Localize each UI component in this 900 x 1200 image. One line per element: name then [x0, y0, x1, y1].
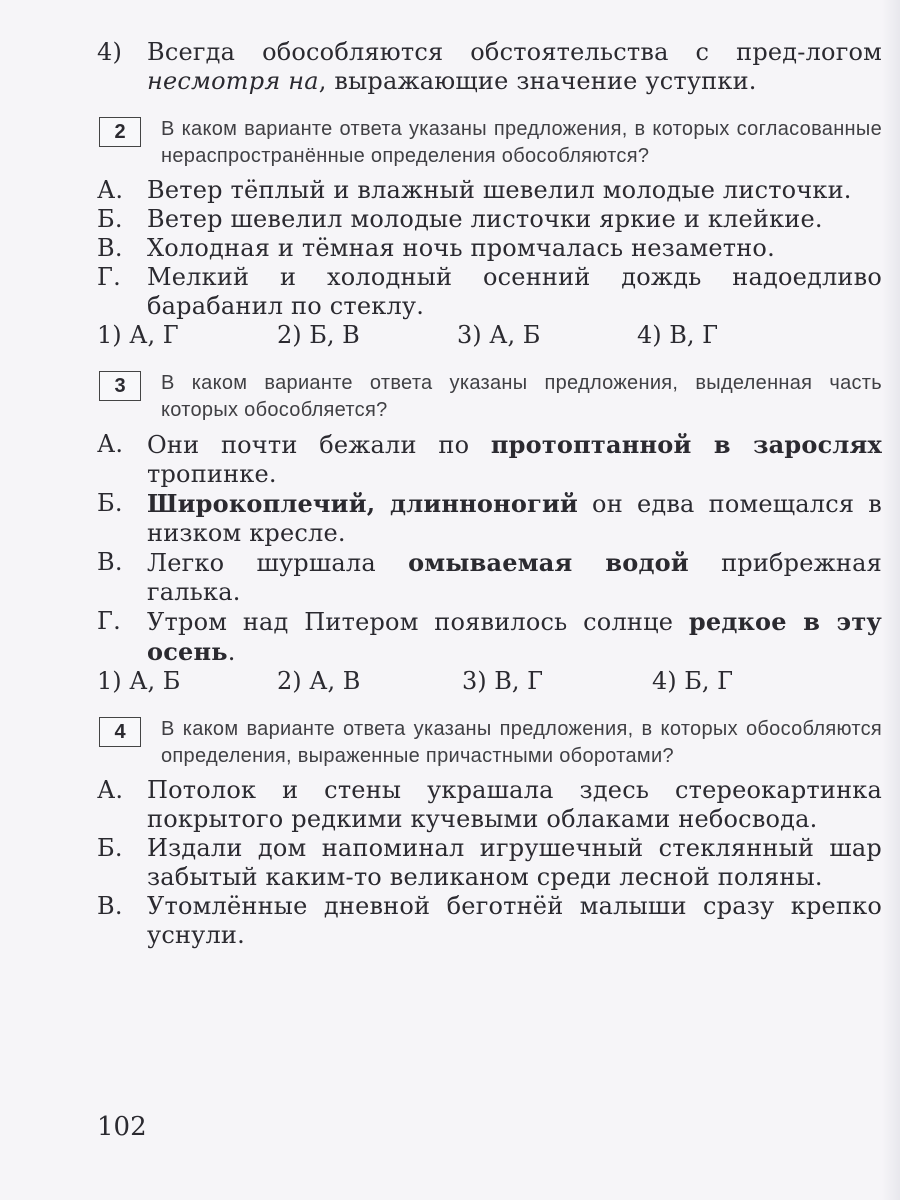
task-header [97, 116, 882, 170]
option-label: А. [97, 776, 124, 804]
answer-choices [97, 667, 882, 696]
answer-choices [97, 321, 882, 350]
task-header [97, 370, 882, 424]
option-b [97, 205, 882, 234]
page-number: 102 [97, 1112, 147, 1142]
option-text [147, 607, 882, 667]
answer-choice: 2) А, В [277, 667, 361, 695]
textbook-page [97, 38, 882, 950]
option-v [97, 548, 882, 607]
option-label: В. [97, 234, 123, 262]
option-text [147, 489, 882, 548]
option-text-highlighted: омываемая водой [408, 548, 689, 577]
answer-choice: 4) Б, Г [652, 667, 734, 695]
option-a [97, 430, 882, 489]
task-number-box: 3 [99, 371, 141, 401]
option-label: А. [97, 430, 124, 458]
option-b [97, 834, 882, 892]
option-text-plain: прибрежная галька. [147, 549, 882, 606]
rule-text-part: Всегда обособляются обстоятельства с пред-логом [147, 38, 882, 66]
option-text: Ветер тёплый и влажный шевелил молодые листочки. [147, 176, 852, 204]
option-list [97, 176, 882, 321]
answer-choice: 3) В, Г [462, 667, 544, 695]
option-text-highlighted: Широкоплечий, длинноногий [147, 489, 578, 518]
option-text-plain: тропинке. [147, 460, 277, 488]
rule-item-4 [97, 38, 882, 96]
option-text [147, 548, 882, 607]
task-number-box: 2 [99, 117, 141, 147]
option-text: Мелкий и холодный осенний дождь надоедливо барабанил по стеклу. [147, 263, 882, 320]
option-b [97, 489, 882, 548]
option-a [97, 776, 882, 834]
option-text: Ветер шевелил молодые листочки яркие и клейкие. [147, 205, 823, 233]
option-label: А. [97, 176, 124, 204]
option-a [97, 176, 882, 205]
option-v [97, 234, 882, 263]
option-label: Б. [97, 205, 123, 233]
task-question: В каком варианте ответа указаны предложения, в которых обособляются определения, выраженные причастными оборотами? [161, 718, 882, 767]
task-2 [97, 116, 882, 350]
task-4 [97, 716, 882, 950]
answer-choice: 1) А, Б [97, 667, 181, 695]
option-text-plain: . [227, 638, 236, 666]
option-label: Г. [97, 607, 121, 635]
answer-choice: 1) А, Г [97, 321, 179, 349]
option-label: Б. [97, 489, 123, 517]
option-label: В. [97, 548, 123, 576]
answer-choice: 4) В, Г [637, 321, 719, 349]
option-text [147, 430, 882, 489]
task-question: В каком варианте ответа указаны предложения, в которых согласованные нераспространённые определения обособляются? [161, 118, 882, 167]
option-text-plain: Легко шуршала [147, 549, 409, 577]
option-list [97, 776, 882, 950]
rule-text-part: , выражающие значение уступки. [318, 67, 757, 95]
task-header [97, 716, 882, 770]
option-text-highlighted: редкое в эту осень [147, 607, 883, 666]
option-g [97, 607, 882, 667]
answer-choice: 2) Б, В [277, 321, 360, 349]
option-text: Утомлённые дневной беготнёй малыши сразу крепко уснули. [147, 892, 882, 949]
option-text: Потолок и стены украшала здесь стереокартинка покрытого редкими кучевыми облаками небосвода. [147, 776, 882, 833]
option-text: Холодная и тёмная ночь промчалась незаметно. [147, 234, 775, 262]
option-text-plain: Утром над Питером появилось солнце [147, 608, 689, 636]
option-text-highlighted: протоптанной в зарослях [490, 430, 882, 459]
option-text-plain: Они почти бежали по [147, 431, 491, 459]
option-label: Г. [97, 263, 121, 291]
page-edge-shadow [882, 0, 900, 1200]
option-g [97, 263, 882, 321]
task-question: В каком варианте ответа указаны предложения, выделенная часть которых обособляется? [161, 372, 882, 421]
option-label: В. [97, 892, 123, 920]
rule-label: 4) [97, 38, 123, 66]
answer-choice: 3) А, Б [457, 321, 541, 349]
option-v [97, 892, 882, 950]
option-text-plain: он едва помещался в низком кресле. [147, 490, 882, 547]
task-number-box: 4 [99, 717, 141, 747]
rule-text-italic: несмотря на [147, 67, 319, 95]
task-3 [97, 370, 882, 696]
option-label: Б. [97, 834, 123, 862]
option-list [97, 430, 882, 667]
rule-text [147, 38, 882, 96]
option-text: Издали дом напоминал игрушечный стеклянный шар забытый каким-то великаном среди лесной поляны. [147, 834, 882, 891]
